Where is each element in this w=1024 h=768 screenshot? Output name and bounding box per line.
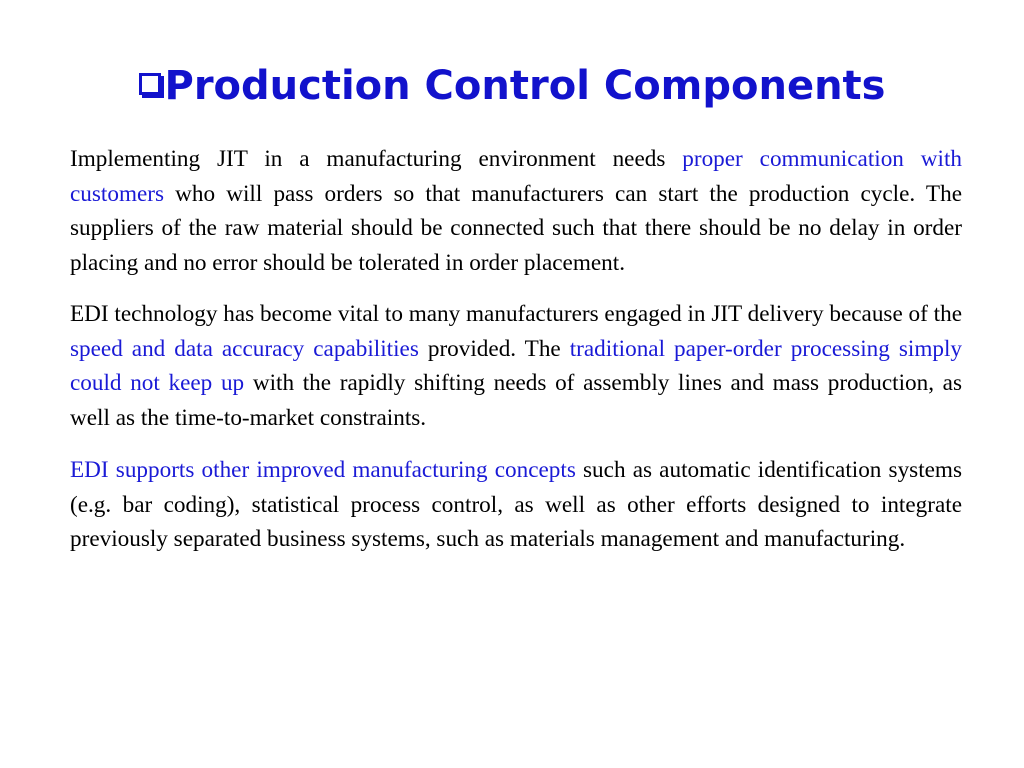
- paragraph-3-text-1: such as automatic identification systems (e.g. bar coding), statistical process control, as well as other efforts designed to integrate previously separated business systems, such as materials management and manufacturing.: [70, 457, 962, 552]
- paragraph-1-highlight-1: proper communication with customers: [70, 146, 963, 207]
- paragraph-1-text-2: who will pass orders so that manufacturers can start the production cycle. The suppliers of the raw material should be connected such that there should be no delay in order placing and no error should be tolerated in order placement.: [70, 180, 962, 276]
- slide-title: [0, 58, 1024, 114]
- paragraph-2-text-1: EDI technology has become vital to many manufacturers engaged in JIT delivery because of the: [70, 301, 962, 327]
- slide-title-text: Production Control Components: [164, 63, 886, 109]
- square-bullet-icon: [139, 73, 161, 95]
- paragraph-2-text-2: provided. The: [418, 335, 570, 362]
- paragraph-2-highlight-2: traditional paper-order processing simply could not keep up: [70, 335, 962, 396]
- slide-body: [70, 142, 962, 557]
- paragraph-1: [70, 142, 962, 280]
- paragraph-1-text-1: Implementing JIT in a manufacturing environment needs: [70, 146, 683, 172]
- paragraph-2-highlight-1: speed and data accuracy capabilities: [70, 335, 419, 362]
- paragraph-2-text-3: with the rapidly shifting needs of assembly lines and mass production, as well as the time-to-market constraints.: [70, 370, 962, 431]
- paragraph-3: [70, 453, 962, 557]
- paragraph-3-highlight-1: EDI supports other improved manufacturing concepts: [70, 457, 576, 483]
- paragraph-2: [70, 297, 962, 435]
